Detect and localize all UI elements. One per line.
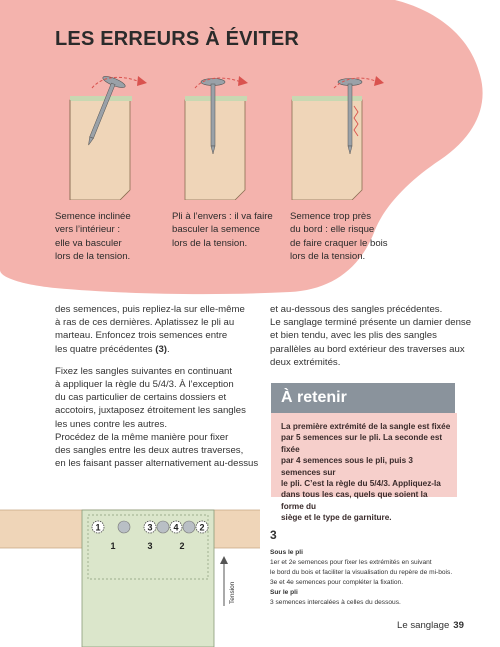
edge-crack-illustration: [290, 72, 385, 200]
caption-tilted-tack: Semence inclinée vers l’intérieur : elle va basculer lors de la tension.: [55, 211, 131, 262]
strap-nailing-diagram: [0, 498, 260, 647]
legend-sous-line: 3e et 4e semences pour compléter la fixation.: [270, 579, 404, 586]
paragraph-2: Fixez les sangles suivantes en continuant à appliquer la règle du 5/4/3. À l’exception du cas particulier de certains dossiers et accotoirs, juxtaposez étroitement les sangles les unes contre les autres. Procédez de la même manière pour fixer des sangles entre les deux autres traverses, en les faisant passer alternativement au-dessus: [55, 365, 259, 470]
retenir-box: [271, 413, 457, 523]
caption-reversed-fold: Pli à l’envers : il va faire basculer la semence lors de la tension.: [172, 211, 273, 249]
tilted-tack-illustration: [68, 72, 163, 200]
page-title: LES ERREURS À ÉVITER: [55, 28, 300, 50]
circle-label-1: 1: [95, 522, 101, 533]
paragraph-3: et au-dessous des sangles précédentes. Le sanglage terminé présente un damier dense et bien tendu, avec les plis des sangles parallèles au bord extérieur des traverses aux deux extrémités.: [270, 304, 472, 368]
legend-sur-line: 3 semences intercalées à celles du dessous.: [270, 599, 401, 606]
legend-number: 3: [270, 528, 277, 542]
retenir-text: La première extrémité de la sangle est fixée par 5 semences sur le pli. La seconde est fixée par 4 semences sous le pli, puis 3 semences sur le pli. C’est la règle du 5/4/3. Appliquez-la dans tous les cas, quels que soient la forme du siège et le type de garniture.: [281, 422, 451, 523]
page-footer: [397, 620, 464, 631]
legend-sous-line: 1er et 2e semences pour fixer les extrémités en suivant: [270, 559, 432, 566]
right-column-text: [270, 303, 485, 378]
figure-ref: (3): [155, 343, 168, 355]
retenir-title: À retenir: [281, 389, 347, 406]
footer-label: Le sanglage: [397, 620, 450, 631]
legend-sur-title: Sur le pli: [270, 589, 298, 596]
page-number: 39: [453, 620, 464, 631]
circle-label-3: 3: [147, 522, 153, 533]
circle-label-2: 2: [199, 522, 205, 533]
caption-edge-crack: Semence trop près du bord : elle risque de faire craquer le bois lors de la tension.: [290, 211, 388, 262]
legend-sous-title: Sous le pli: [270, 549, 303, 556]
left-column-text: [55, 303, 260, 479]
paragraph-1-end: .: [167, 343, 170, 355]
row-label-2: 2: [179, 541, 185, 551]
row-label-1: 1: [110, 541, 116, 551]
paragraph-1: [55, 303, 260, 356]
tension-label: Tension: [229, 581, 236, 604]
paragraph-1-text: des semences, puis repliez-la sur elle-même à ras de ces dernières. Aplatissez le pli au marteau. Enfoncez trois semences entre les quatre précédentes: [55, 304, 245, 355]
row-label-3: 3: [147, 541, 153, 551]
figure-legend: [270, 528, 480, 608]
retenir-header: [271, 383, 455, 413]
legend-sous-line: le bord du bois et faciliter la visualisation du repère de mi-bois.: [270, 569, 453, 576]
circle-label-4: 4: [173, 522, 179, 533]
reversed-fold-illustration: [183, 72, 273, 200]
